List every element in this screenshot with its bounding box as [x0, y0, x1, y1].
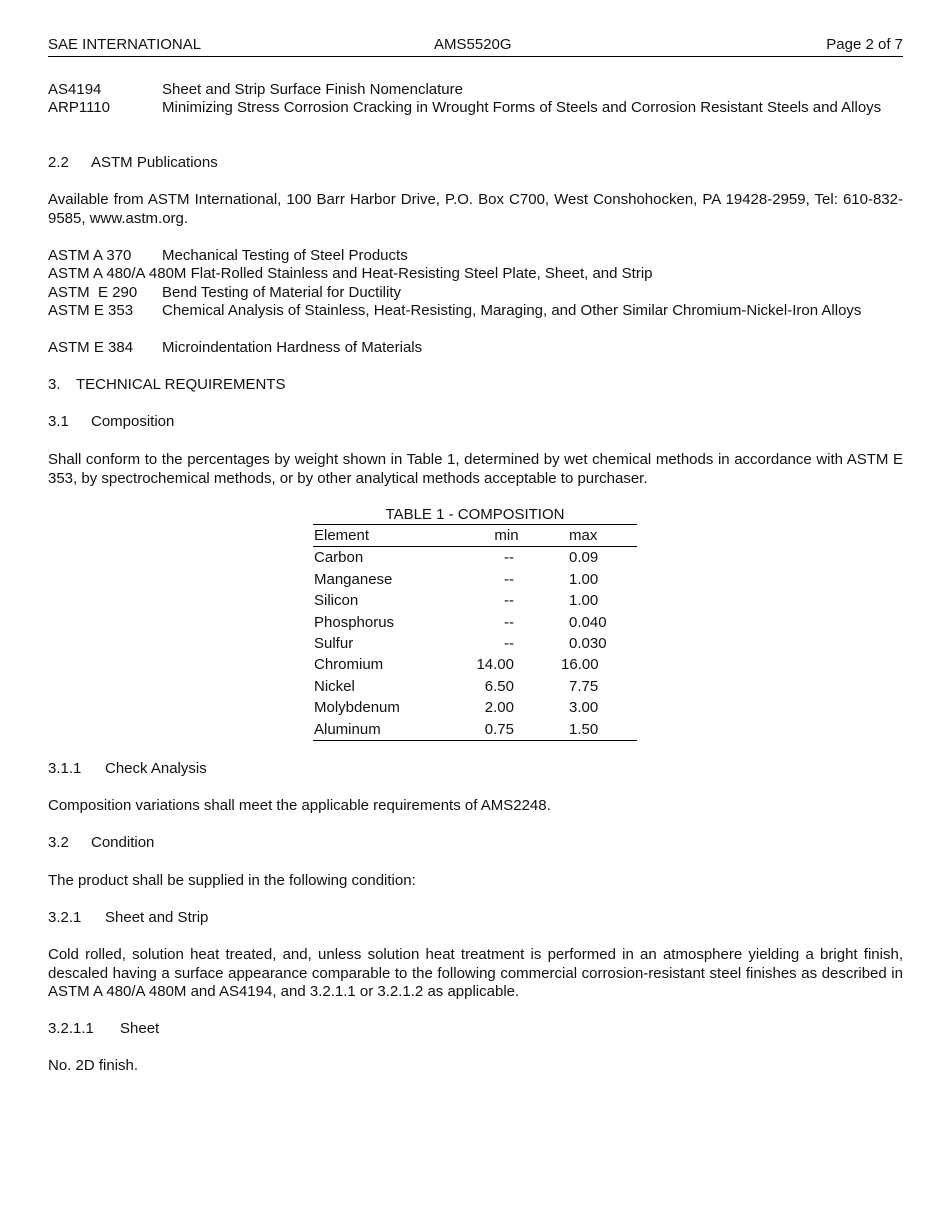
element-cell: Phosphorus — [314, 613, 395, 631]
section-heading-3-1 — [48, 413, 903, 432]
element-cell: Manganese — [314, 570, 393, 588]
condition-text: The product shall be supplied in the following condition: — [48, 872, 416, 889]
element-cell: Aluminum — [313, 719, 464, 741]
section-heading-2-2 — [48, 154, 903, 173]
reference-code: AS4194 — [48, 81, 102, 98]
reference-code: ASTM E 384 — [48, 339, 134, 356]
reference-entry — [48, 302, 903, 339]
page-header — [48, 36, 903, 57]
reference-entry — [48, 99, 903, 136]
max-cell: 0.040 — [569, 613, 607, 631]
column-header-max: max — [549, 525, 637, 547]
max-cell: 16.00 — [561, 656, 599, 674]
element-cell: Molybdenum — [314, 699, 400, 717]
reference-entry: ASTM A 480/A 480M Flat-Rolled Stainless and Heat-Resisting Steel Plate, Sheet, and Strip — [48, 265, 653, 282]
section-number: 3.2 — [48, 834, 69, 851]
max-cell: 1.00 — [569, 592, 599, 610]
table-row — [313, 633, 637, 654]
max-cell: 1.50 — [549, 719, 637, 741]
min-cell: 0.75 — [464, 719, 549, 741]
section-title: Check Analysis — [105, 760, 207, 777]
section-title: ASTM Publications — [91, 154, 218, 171]
section-title: Sheet — [120, 1020, 160, 1037]
reference-title: Sheet and Strip Surface Finish Nomenclature — [162, 81, 463, 98]
section-number: 3.2.1 — [48, 909, 82, 926]
header-org: SAE INTERNATIONAL — [48, 36, 202, 53]
reference-code: ASTM E 353 — [48, 302, 134, 319]
min-cell: 2.00 — [484, 699, 514, 717]
section-title: Condition — [91, 834, 155, 851]
sheet-strip-text: Cold rolled, solution heat treated, and, unless solution heat treatment is performed in an atmosphere yielding a bright finish, descaled having a surface appearance comparable to the following commercial corrosion-resistant steel finishes as described in ASTM A 480/A 480M and AS4194, and 3.2.1.1 or 3.2.1.2 as applicable. — [48, 946, 903, 1000]
section-heading-3-2-1 — [48, 909, 903, 928]
table-row — [313, 676, 637, 697]
header-page-number: Page 2 of 7 — [826, 36, 903, 53]
reference-entry — [48, 247, 903, 266]
min-cell: -- — [504, 570, 514, 588]
section-title: Sheet and Strip — [105, 909, 209, 926]
table-row — [313, 590, 637, 611]
table-caption: TABLE 1 - COMPOSITION — [313, 506, 637, 525]
reference-entry — [48, 339, 903, 358]
table-row — [313, 612, 637, 633]
min-cell: -- — [504, 549, 514, 567]
element-cell: Silicon — [314, 592, 359, 610]
section-heading-3 — [48, 376, 903, 395]
reference-title: Chemical Analysis of Stainless, Heat-Resisting, Maraging, and Other Similar Chromium-Nickel-Iron Alloys — [162, 302, 862, 319]
section-number: 3. — [48, 376, 61, 393]
section-heading-3-2 — [48, 834, 903, 853]
reference-entry — [48, 284, 903, 303]
section-heading-3-1-1 — [48, 760, 903, 779]
max-cell: 0.09 — [569, 549, 599, 567]
composition-text: Shall conform to the percentages by weight shown in Table 1, determined by wet chemical methods in accordance with ASTM E 353, by spectrochemical methods, or by other analytical methods acceptable to purchaser. — [48, 451, 903, 487]
min-cell: -- — [504, 635, 514, 653]
reference-title: Mechanical Testing of Steel Products — [162, 247, 408, 264]
min-cell: -- — [504, 592, 514, 610]
reference-code: ASTM A 370 — [48, 247, 132, 264]
table-row — [313, 697, 637, 718]
section-number: 3.2.1.1 — [48, 1020, 94, 1037]
header-doc-number: AMS5520G — [434, 36, 512, 53]
column-header-element: Element — [313, 525, 464, 547]
table-row — [313, 719, 637, 741]
min-cell: 14.00 — [476, 656, 514, 674]
reference-title: Minimizing Stress Corrosion Cracking in Wrought Forms of Steels and Corrosion Resistant Steels and Alloys — [162, 99, 882, 116]
element-cell: Carbon — [314, 549, 364, 567]
section-number: 3.1.1 — [48, 760, 82, 777]
table-row — [313, 547, 637, 569]
max-cell: 3.00 — [569, 699, 599, 717]
min-cell: -- — [504, 613, 514, 631]
reference-code: ARP1110 — [48, 99, 110, 116]
column-header-min: min — [464, 525, 549, 547]
element-cell: Nickel — [314, 677, 355, 695]
reference-code: ASTM E 290 — [48, 284, 138, 301]
astm-availability-text: Available from ASTM International, 100 Barr Harbor Drive, P.O. Box C700, West Conshohocken, PA 19428-2959, Tel: 610-832-9585, www.astm.org. — [48, 191, 903, 227]
element-cell: Chromium — [314, 656, 384, 674]
table-row — [313, 569, 637, 590]
max-cell: 1.00 — [569, 570, 599, 588]
sheet-finish-text: No. 2D finish. — [48, 1057, 139, 1074]
max-cell: 7.75 — [569, 677, 599, 695]
check-analysis-text: Composition variations shall meet the applicable requirements of AMS2248. — [48, 797, 551, 814]
reference-entry — [48, 81, 903, 100]
section-title: TECHNICAL REQUIREMENTS — [76, 376, 286, 393]
reference-title: Bend Testing of Material for Ductility — [162, 284, 401, 301]
composition-table — [313, 506, 637, 741]
reference-title: Microindentation Hardness of Materials — [162, 339, 423, 356]
section-number: 2.2 — [48, 154, 69, 171]
min-cell: 6.50 — [484, 677, 514, 695]
max-cell: 0.030 — [569, 635, 607, 653]
section-title: Composition — [91, 413, 175, 430]
section-number: 3.1 — [48, 413, 69, 430]
section-heading-3-2-1-1 — [48, 1020, 903, 1039]
table-row — [313, 654, 637, 675]
table-header-row — [313, 525, 637, 547]
element-cell: Sulfur — [314, 635, 354, 653]
